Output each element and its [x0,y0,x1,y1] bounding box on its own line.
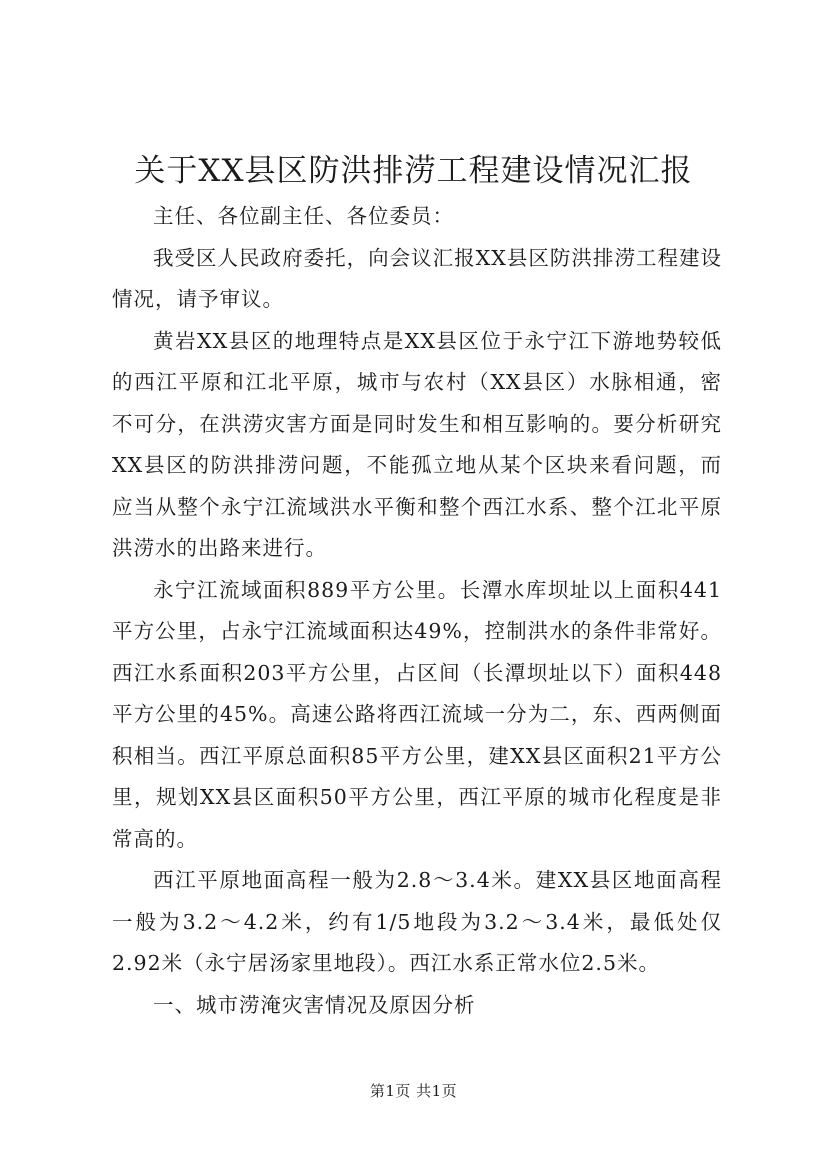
document-title: 关于XX县区防洪排涝工程建设情况汇报 [134,153,693,189]
intro-paragraph: 我受区人民政府委托，向会议汇报XX县区防洪排涝工程建设情况，请予审议。 [112,245,722,311]
salutation-paragraph: 主任、各位副主任、各位委员： [153,204,454,228]
document-body [112,196,722,1026]
page-number-footer: 第1页 共1页 [369,1082,458,1100]
geography-paragraph: 黄岩XX县区的地理特点是XX县区位于永宁江下游地势较低的西江平原和江北平原，城市与农村（XX县区）水脉相通，密不可分，在洪涝灾害方面是同时发生和相互影响的。要分析研究XX县区的防洪排涝问题，不能孤立地从某个区块来看问题，而应当从整个永宁江流域洪水平衡和整个西江水系、整个江北平原洪涝水的出路来进行。 [112,328,722,560]
elevation-paragraph: 西江平原地面高程一般为2.8～3.4米。建XX县区地面高程一般为3.2～4.2米，约有1/5地段为3.2～3.4米，最低处仅2.92米（永宁居汤家里地段）。西江水系正常水位2.5米。 [112,868,722,975]
section-heading: 一、城市涝淹灾害情况及原因分析 [153,992,476,1017]
basin-area-paragraph: 永宁江流域面积889平方公里。长潭水库坝址以上面积441平方公里，占永宁江流域面积达49%，控制洪水的条件非常好。西江水系面积203平方公里，占区间（长潭坝址以下）面积448平方公里的45%。高速公路将西江流域一分为二，东、西两侧面积相当。西江平原总面积85平方公里，建XX县区面积21平方公里，规划XX县区面积50平方公里，西江平原的城市化程度是非常高的。 [112,577,722,851]
